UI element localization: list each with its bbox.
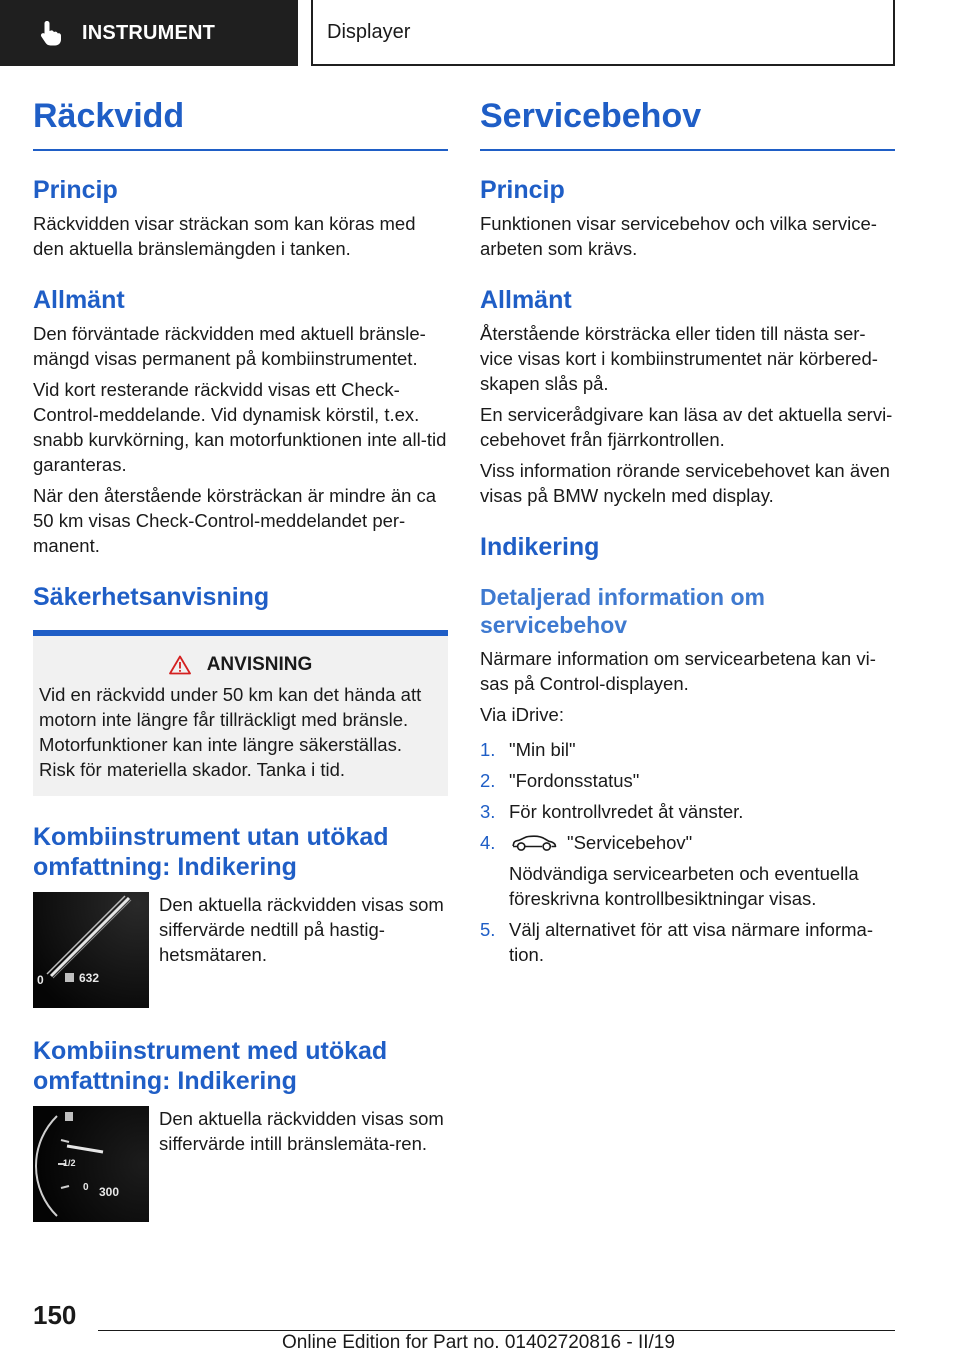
page-header [0,0,960,66]
step-number: 2. [480,769,496,791]
page-number: 150 [33,1300,77,1330]
step-number: 1. [480,738,496,760]
subsection-label: Displayer [327,20,411,43]
step-text: Välj alternativet för att visa närmare informa-tion. [509,918,873,965]
fuel-gauge-range-value: 300 [99,1185,120,1200]
speedometer-zero: 0 [37,973,44,988]
warning-triangle-icon [169,655,191,675]
step-text: "Fordonsstatus" [509,769,640,791]
warning-box [33,630,448,796]
step-number: 3. [480,800,496,822]
range-princip-heading: Princip [33,176,118,205]
fuel-pump-icon-2 [65,1112,73,1121]
step-number: 5. [480,918,496,940]
list-item [480,799,895,824]
range-allmant-p1: Den förväntade räckvidden med aktuell bränsle-mängd visas permanent på kombiinstrumentet. [33,323,426,370]
safety-heading: Säkerhetsanvisning [33,583,270,612]
pointing-hand-icon [36,18,66,48]
extended-cluster-heading: Kombiinstrument med utökad omfattning: Indikering [33,1037,388,1096]
basic-cluster-text: Den aktuella räckvidden visas som siffervärde nedtill på hastig-hetsmätaren. [159,894,444,966]
step-text: "Servicebehov" [567,831,693,853]
indikering-heading: Indikering [480,533,600,562]
basic-cluster-heading: Kombiinstrument utan utökad omfattning: Indikering [33,823,389,882]
service-allmant-p3: Viss information rörande servicebehovet kan även visas på BMW nyckeln med display. [480,460,890,507]
detail-text: Närmare information om servicearbetena kan vi-sas på Control-displayen. [480,647,876,694]
range-allmant-heading: Allmänt [33,286,125,315]
subsection-tab [311,0,895,66]
service-princip-heading: Princip [480,176,565,205]
fuel-gauge-image [33,1106,149,1222]
service-princip-text: Funktionen visar servicebehov och vilka service-arbeten som krävs. [480,213,877,260]
extended-cluster-row [33,1106,448,1222]
section-tab [0,0,298,66]
fuel-pump-icon [65,973,74,982]
left-column [33,98,448,1222]
range-princip-text: Räckvidden visar sträckan som kan köras med den aktuella bränslemängden i tanken. [33,213,416,260]
speedometer-image [33,892,149,1008]
step-number: 4. [480,831,496,853]
via-idrive: Via iDrive: [480,703,564,725]
steps-list [480,737,895,967]
step-subtext: Nödvändiga servicearbeten och eventuella föreskrivna kontrollbesiktningar visas. [509,862,859,909]
car-service-icon [511,834,557,852]
range-allmant-p2: Vid kort resterande räckvidd visas ett Check-Control-meddelande. Vid dynamisk körstil, t.ex. snabb kurvkörning, kan motorfunktionen inte all-tid garanteras. [33,379,447,476]
footer-edition: Online Edition for Part no. 01402720816 - II/19 [282,1332,675,1353]
speedometer-range-value: 632 [79,971,100,986]
range-title: Räckvidd [33,98,448,151]
extended-cluster-text: Den aktuella räckvidden visas som siffervärde intill bränslemäta-ren. [159,1108,444,1155]
warning-label: ANVISNING [206,654,313,676]
fuel-gauge-half: 1/2 [63,1158,76,1169]
basic-cluster-text-block [159,892,448,1008]
extended-cluster-text-block [159,1106,448,1222]
list-item [480,737,895,762]
range-allmant-p3: När den återstående körsträckan är mindre än ca 50 km visas Check-Control-meddelandet per-manent. [33,485,437,557]
service-allmant-p2: En servicerådgivare kan läsa av det aktuella servi-cebehovet från fjärrkontrollen. [480,404,893,451]
footer-divider [98,1330,895,1331]
list-item [480,830,895,911]
step-text: "Min bil" [509,738,576,760]
service-allmant-heading: Allmänt [480,286,572,315]
step-text: För kontrollvredet åt vänster. [509,800,744,822]
list-item [480,917,895,967]
warning-header [39,654,442,676]
section-label: INSTRUMENT [82,21,216,44]
detail-heading: Detaljerad information om servicebehov [480,584,765,638]
warning-text: Vid en räckvidd under 50 km kan det hända att motorn inte längre får tillräckligt med bränsle. Motorfunktioner kan inte längre säkerställas. Risk för materiella skador. Tanka i tid. [39,684,422,781]
right-column [480,98,895,967]
service-title: Servicebehov [480,98,895,151]
step-body [509,830,895,911]
list-item [480,768,895,793]
fuel-gauge-zero: 0 [83,1182,89,1194]
basic-cluster-row [33,892,448,1008]
service-allmant-p1: Återstående körsträcka eller tiden till nästa ser-vice visas kort i kombiinstrumentet när körbered-skapen slås på. [480,323,878,395]
